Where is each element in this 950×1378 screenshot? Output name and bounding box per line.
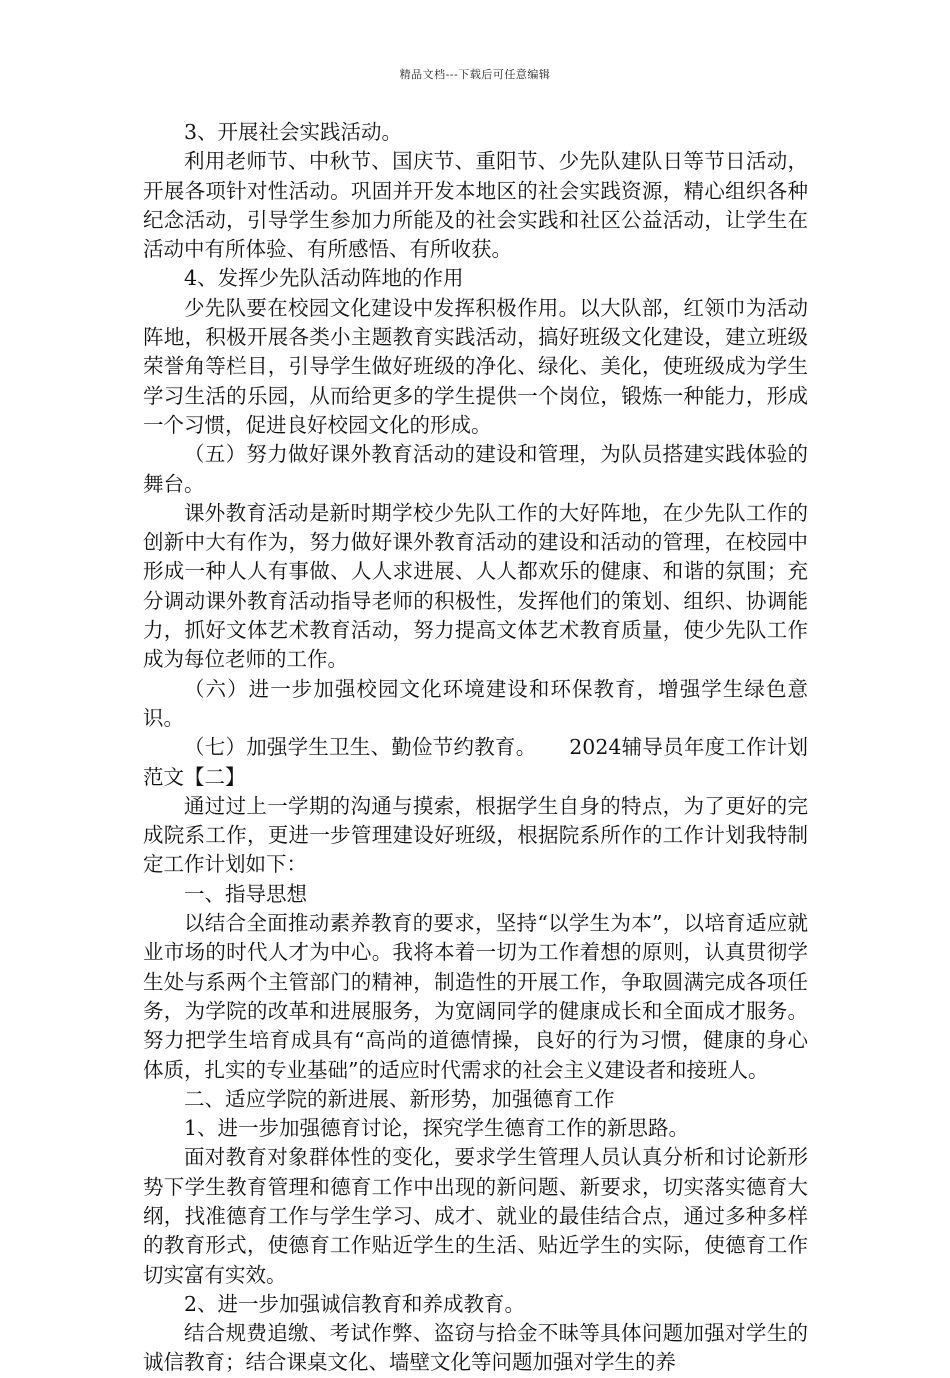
- paragraph-activity-base: 少先队要在校园文化建设中发挥积极作用。以大队部，红领巾为活动阵地，积极开展各类小主题教育实践活动，搞好班级文化建设，建立班级荣誉角等栏目，引导学生做好班级的净化、绿化、美化，使班级成为学生学习生活的乐园，从而给更多的学生提供一个岗位，锻炼一种能力，形成一个习惯，促进良好校园文化的形成。: [143, 295, 808, 437]
- paragraph-extracurricular: 课外教育活动是新时期学校少先队工作的大好阵地，在少先队工作的创新中大有作为，努力做好课外教育活动的建设和活动的管理，在校园中形成一种人人有事做、人人求进展、人人都欢乐的健康、和谐的氛围；充分调动课外教育活动指导老师的积极性，发挥他们的策划、组织、协调能力，抓好文体艺术教育活动，努力提高文体艺术教育质量，使少先队工作成为每位老师的工作。: [143, 500, 808, 672]
- document-body: [143, 118, 808, 1378]
- heading-section-seven: （七）加强学生卫生、勤俭节约教育。: [184, 735, 537, 760]
- page-header: 精品文档---下载后可任意编辑: [399, 68, 551, 81]
- paragraph-guiding-ideology: 以结合全面推动素养教育的要求，坚持“以学生为本”，以培育适应就业市场的时代人才为中心。我将本着一切为工作着想的原则，认真贯彻学生处与系两个主管部门的精神，制造性的开展工作，争取圆满完成各项任务，为学院的改革和进展服务，为宽阔同学的健康成长和全面成才服务。努力把学生培育成具有“高尚的道德情操，良好的行为习惯，健康的身心体质，扎实的专业基础”的适应时代需求的社会主义建设者和接班人。: [143, 911, 808, 1082]
- heading-activity-base: 4、发挥少先队活动阵地的作用: [184, 266, 464, 291]
- paragraph-social-practice: 利用老师节、中秋节、国庆节、重阳节、少先队建队日等节日活动，开展各项针对性活动。巩固并开发本地区的社会实践资源，精心组织各种纪念活动，引导学生参加力所能及的社会实践和社区公益活动，让学生在活动中有所体验、有所感悟、有所收获。: [143, 149, 808, 262]
- heading-section-six: （六）进一步加强校园文化环境建设和环保教育，增强学生绿色意识。: [143, 676, 808, 730]
- section-break: [143, 733, 808, 792]
- heading-section-five: （五）努力做好课外教育活动的建设和管理，为队员搭建实践体验的舞台。: [143, 442, 808, 496]
- document-title-part-two: 2024辅导员年度工作计划范文【二】: [143, 735, 809, 789]
- paragraph-integrity: 结合规费追缴、考试作弊、盗窃与拾金不昧等具体问题加强对学生的诚信教育；结合课桌文化、墙壁文化等问题加强对学生的养: [143, 1321, 808, 1375]
- heading-guiding-ideology: 一、指导思想: [184, 881, 307, 906]
- paragraph-moral-research: 面对教育对象群体性的变化，要求学生管理人员认真分析和讨论新形势下学生教育管理和德育工作中出现的新问题、新要求，切实落实德育大纲，找准德育工作与学生学习、成才、就业的最佳结合点，通过多种多样的教育形式，使德育工作贴近学生的生活、贴近学生的实际，使德育工作切实富有实效。: [143, 1145, 808, 1287]
- subheading-moral-research: 1、进一步加强德育讨论，探究学生德育工作的新思路。: [184, 1116, 690, 1141]
- subheading-integrity: 2、进一步加强诚信教育和养成教育。: [184, 1291, 526, 1316]
- heading-moral-education: 二、适应学院的新进展、新形势，加强德育工作: [184, 1086, 615, 1111]
- heading-social-practice: 3、开展社会实践活动。: [184, 120, 403, 144]
- paragraph-intro: 通过过上一学期的沟通与摸索，根据学生自身的特点，为了更好的完成院系工作，更进一步管理建设好班级，根据院系所作的工作计划我特制定工作计划如下：: [143, 793, 808, 877]
